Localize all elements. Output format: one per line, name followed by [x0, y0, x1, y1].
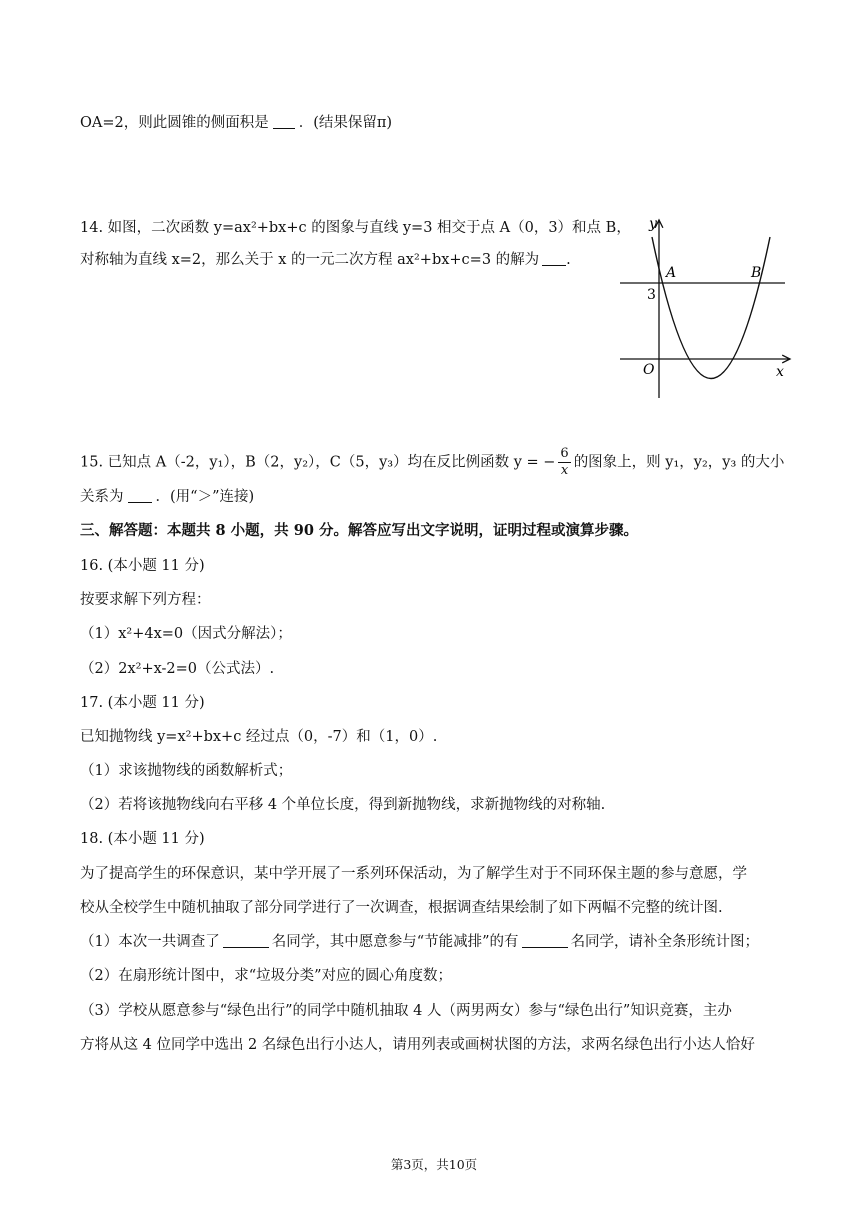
y-axis-label: y	[649, 216, 657, 232]
origin-label: O	[643, 362, 655, 378]
q18-part-1-c: 名同学，请补全条形统计图；	[570, 934, 760, 950]
q18-part-3-line-1: （3）学校从愿意参与“绿色出行”的同学中随机抽取 4 人（两男两女）参与“绿色出行”知识竞赛，主办	[80, 1003, 732, 1019]
answer-blank	[273, 114, 295, 129]
q14-text-end: .	[566, 252, 571, 268]
q17-title: 17. (本小题 11 分)	[80, 695, 205, 711]
q17-part-2: （2）若将该抛物线向右平移 4 个单位长度，得到新抛物线，求新抛物线的对称轴.	[80, 797, 606, 813]
parabola-curve	[652, 237, 770, 379]
q18-title: 18. (本小题 11 分)	[80, 831, 205, 847]
q13-text: OA=2，则此圆锥的侧面积是	[80, 115, 269, 131]
q13-text-end: ．(结果保留π)	[298, 115, 393, 131]
q16-title: 16. (本小题 11 分)	[80, 558, 205, 574]
page-footer: 第3页，共10页	[390, 1157, 478, 1172]
fraction-numerator: 6	[560, 446, 569, 461]
answer-blank	[128, 488, 152, 503]
fraction	[558, 446, 570, 479]
q14-line-2	[80, 250, 571, 270]
q17-prompt: 已知抛物线 y=x²+bx+c 经过点（0，-7）和（1，0）.	[80, 729, 438, 745]
q15-line-1	[80, 446, 784, 479]
q15-text-2-end: ．(用“＞”连接)	[155, 489, 255, 505]
answer-blank	[542, 251, 566, 266]
q14-text: 对称轴为直线 x=2，那么关于 x 的一元二次方程 ax²+bx+c=3 的解为	[80, 252, 540, 268]
q15-text-start: 15. 已知点 A（-2，y₁），B（2，y₂），C（5，y₃）均在反比例函数 y = −	[80, 454, 556, 471]
point-a-label: A	[666, 265, 677, 281]
q15-text-2: 关系为	[80, 489, 124, 505]
q16-part-2: （2）2x²+x-2=0（公式法）.	[80, 661, 275, 677]
q18-part-1-a: （1）本次一共调查了	[80, 934, 220, 950]
answer-blank	[522, 933, 568, 948]
q18-line-1: 为了提高学生的环保意识，某中学开展了一系列环保活动，为了解学生对于不同环保主题的参与意愿，学	[80, 866, 747, 882]
tick-label-3: 3	[647, 287, 656, 303]
parabola-figure	[612, 210, 797, 405]
fraction-denominator: x	[560, 463, 569, 478]
q13-tail-line	[80, 113, 392, 133]
q17-part-1: （1）求该抛物线的函数解析式；	[80, 763, 293, 779]
q18-part-1-b: 名同学，其中愿意参与“节能减排”的有	[271, 934, 519, 950]
q15-text-end: 的图象上，则 y₁，y₂，y₃ 的大小	[573, 454, 785, 471]
answer-blank	[223, 933, 269, 948]
q15-line-2	[80, 487, 254, 507]
q18-part-1	[80, 932, 759, 952]
q16-prompt: 按要求解下列方程：	[80, 592, 211, 608]
q14-line-1: 14. 如图，二次函数 y=ax²+bx+c 的图象与直线 y=3 相交于点 A（0，3）和点 B，	[80, 220, 631, 236]
q18-line-2: 校从全校学生中随机抽取了部分同学进行了一次调查，根据调查结果绘制了如下两幅不完整的统计图.	[80, 900, 723, 916]
q16-part-1: （1）x²+4x=0（因式分解法）；	[80, 626, 292, 642]
point-b-label: B	[751, 265, 762, 281]
section-heading: 三、解答题：本题共 8 小题，共 90 分。解答应写出文字说明，证明过程或演算步骤。	[80, 522, 638, 539]
q18-part-3-line-2: 方将从这 4 位同学中选出 2 名绿色出行小达人，请用列表或画树状图的方法，求两名绿色出行小达人恰好	[80, 1037, 755, 1053]
x-axis-label: x	[776, 364, 784, 380]
q18-part-2: （2）在扇形统计图中，求“垃圾分类”对应的圆心角度数；	[80, 968, 453, 984]
